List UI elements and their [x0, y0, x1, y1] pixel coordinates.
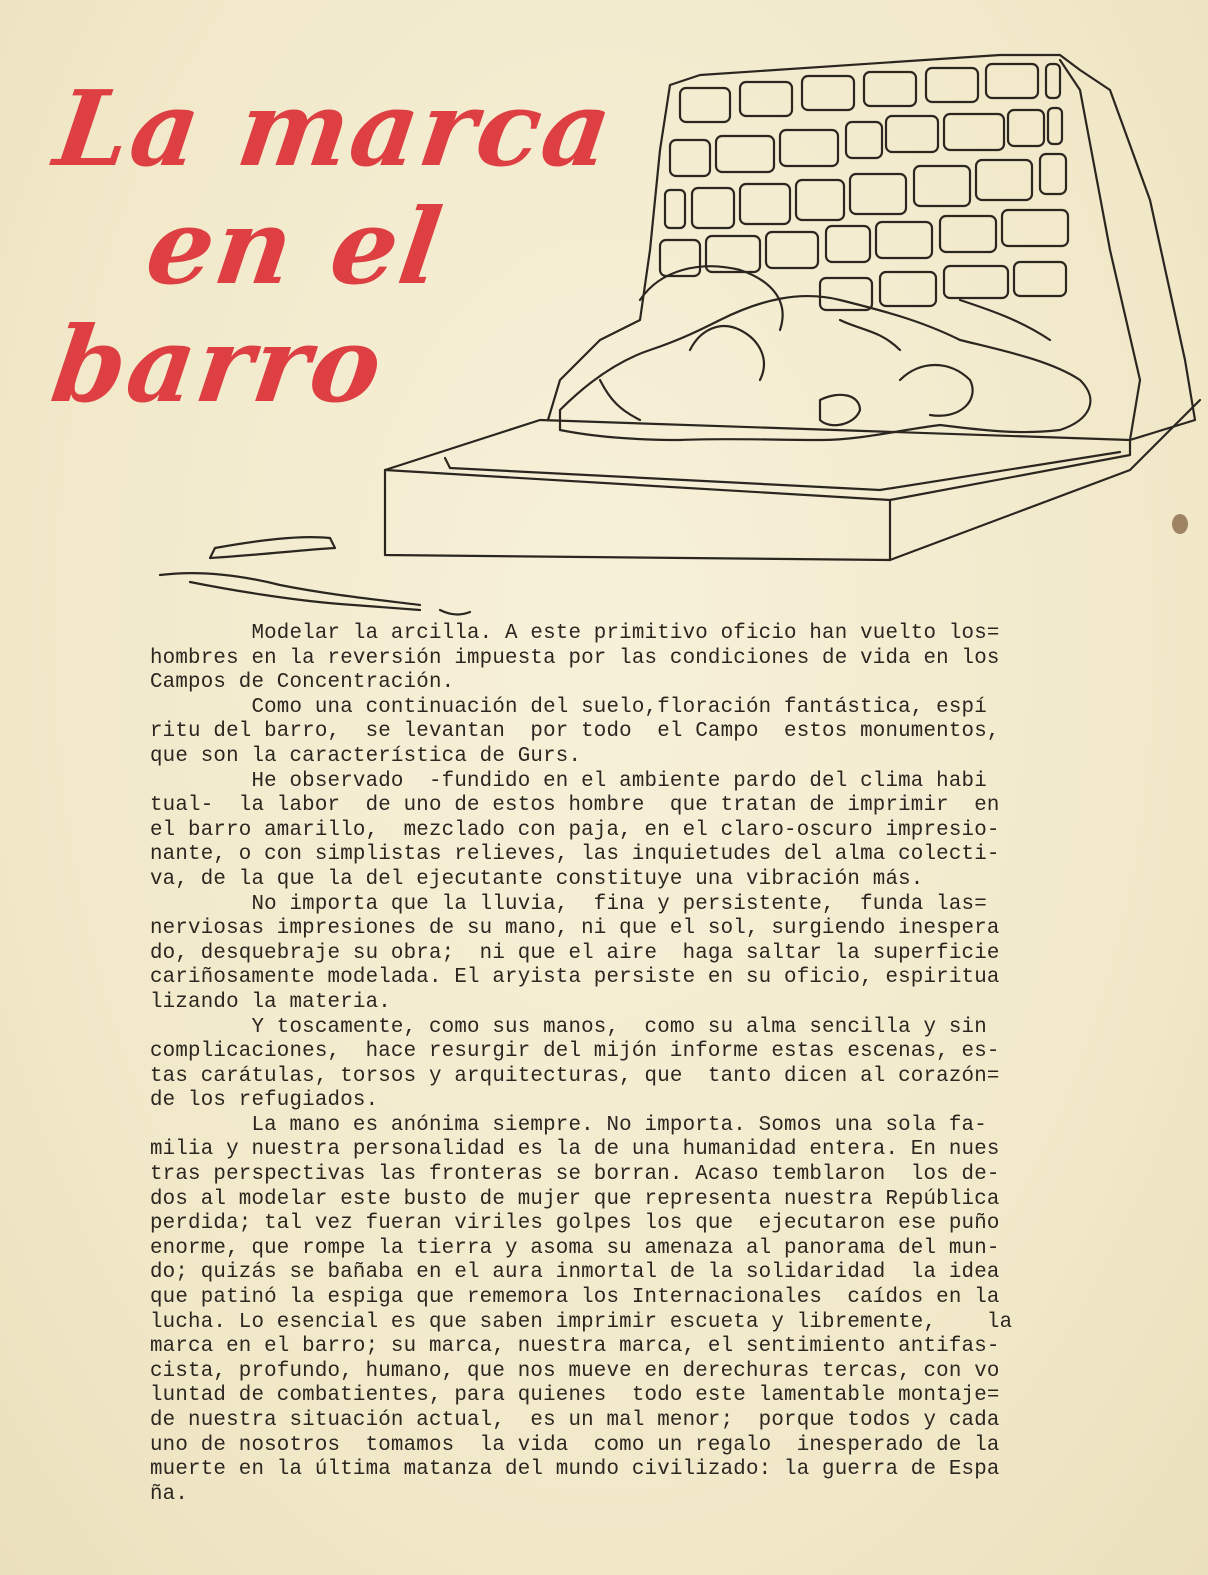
body-line: do, desquebraje su obra; ni que el aire haga saltar la superficie: [150, 941, 1000, 965]
body-line: tras perspectivas las fronteras se borran. Acaso temblaron los de-: [150, 1163, 1000, 1187]
body-line: va, de la que la del ejecutante constituye una vibración más.: [150, 867, 924, 891]
body-line: No importa que la lluvia, fina y persistente, funda las=: [150, 892, 987, 916]
paper-stain: [1172, 514, 1188, 534]
body-line: lizando la materia.: [150, 990, 391, 1014]
body-line: complicaciones, hace resurgir del mijón informe estas escenas, es-: [150, 1040, 1000, 1064]
body-line: milia y nuestra personalidad es la de una humanidad entera. En nues: [150, 1138, 1000, 1162]
body-line: Campos de Concentración.: [150, 671, 455, 695]
body-line: ritu del barro, se levantan por todo el Campo estos monumentos,: [150, 720, 1000, 744]
body-line: He observado -fundido en el ambiente pardo del clima habi: [150, 769, 987, 793]
body-line: nerviosas impresiones de su mano, ni que el sol, surgiendo inespera: [150, 917, 1000, 941]
body-line: cista, profundo, humano, que nos mueve en derechuras tercas, con vo: [150, 1359, 1000, 1383]
body-line: que son la característica de Gurs.: [150, 744, 582, 768]
body-line: dos al modelar este busto de mujer que representa nuestra República: [150, 1187, 1000, 1211]
body-line: ña.: [150, 1482, 189, 1506]
clay-relief-sculpture-drawing: [150, 45, 1208, 625]
body-line: el barro amarillo, mezclado con paja, en el claro-oscuro impresio-: [150, 818, 1000, 842]
body-line: Como una continuación del suelo,floración fantástica, espí: [150, 695, 987, 719]
title-line-1: La marca: [48, 67, 621, 190]
body-line: muerte en la última matanza del mundo civilizado: la guerra de Espa: [150, 1458, 1000, 1482]
title-line-3: barro: [44, 303, 392, 426]
body-line: de los refugiados.: [150, 1089, 379, 1113]
body-line: marca en el barro; su marca, nuestra marca, el sentimiento antifas-: [150, 1335, 1000, 1359]
body-line: cariñosamente modelada. El aryista persiste en su oficio, espiritua: [150, 966, 1000, 990]
body-line: luntad de combatientes, para quienes todo este lamentable montaje=: [150, 1384, 1000, 1408]
body-line: nante, o con simplistas relieves, las inquietudes del alma colecti-: [150, 843, 1000, 867]
body-line: tas carátulas, torsos y arquitecturas, que tanto dicen al corazón=: [150, 1064, 1000, 1088]
body-line: lucha. Lo esencial es que saben imprimir escueta y libremente, la: [150, 1310, 1013, 1334]
body-line: tual- la labor de uno de estos hombre que tratan de imprimir en: [150, 794, 1000, 818]
body-text: [150, 622, 1150, 1507]
body-line: uno de nosotros tomamos la vida como un regalo inesperado de la: [150, 1433, 1000, 1457]
body-line: de nuestra situación actual, es un mal menor; porque todos y cada: [150, 1409, 1000, 1432]
body-line: enorme, que rompe la tierra y asoma su amenaza al panorama del mun-: [150, 1236, 1000, 1260]
body-line: hombres en la reversión impuesta por las condiciones de vida en los: [150, 646, 1000, 670]
body-line: que patinó la espiga que rememora los Internacionales caídos en la: [150, 1286, 1000, 1310]
body-line: perdida; tal vez fueran viriles golpes los que ejecutaron ese puño: [150, 1212, 1000, 1236]
body-line: La mano es anónima siempre. No importa. Somos una sola fa-: [150, 1113, 987, 1137]
body-line: do; quizás se bañaba en el aura inmortal de la solidaridad la idea: [150, 1261, 1000, 1285]
body-line: Modelar la arcilla. A este primitivo oficio han vuelto los=: [150, 622, 1000, 645]
title-line-2: en el: [139, 185, 451, 308]
body-line: Y toscamente, como sus manos, como su alma sencilla y sin: [150, 1015, 987, 1039]
